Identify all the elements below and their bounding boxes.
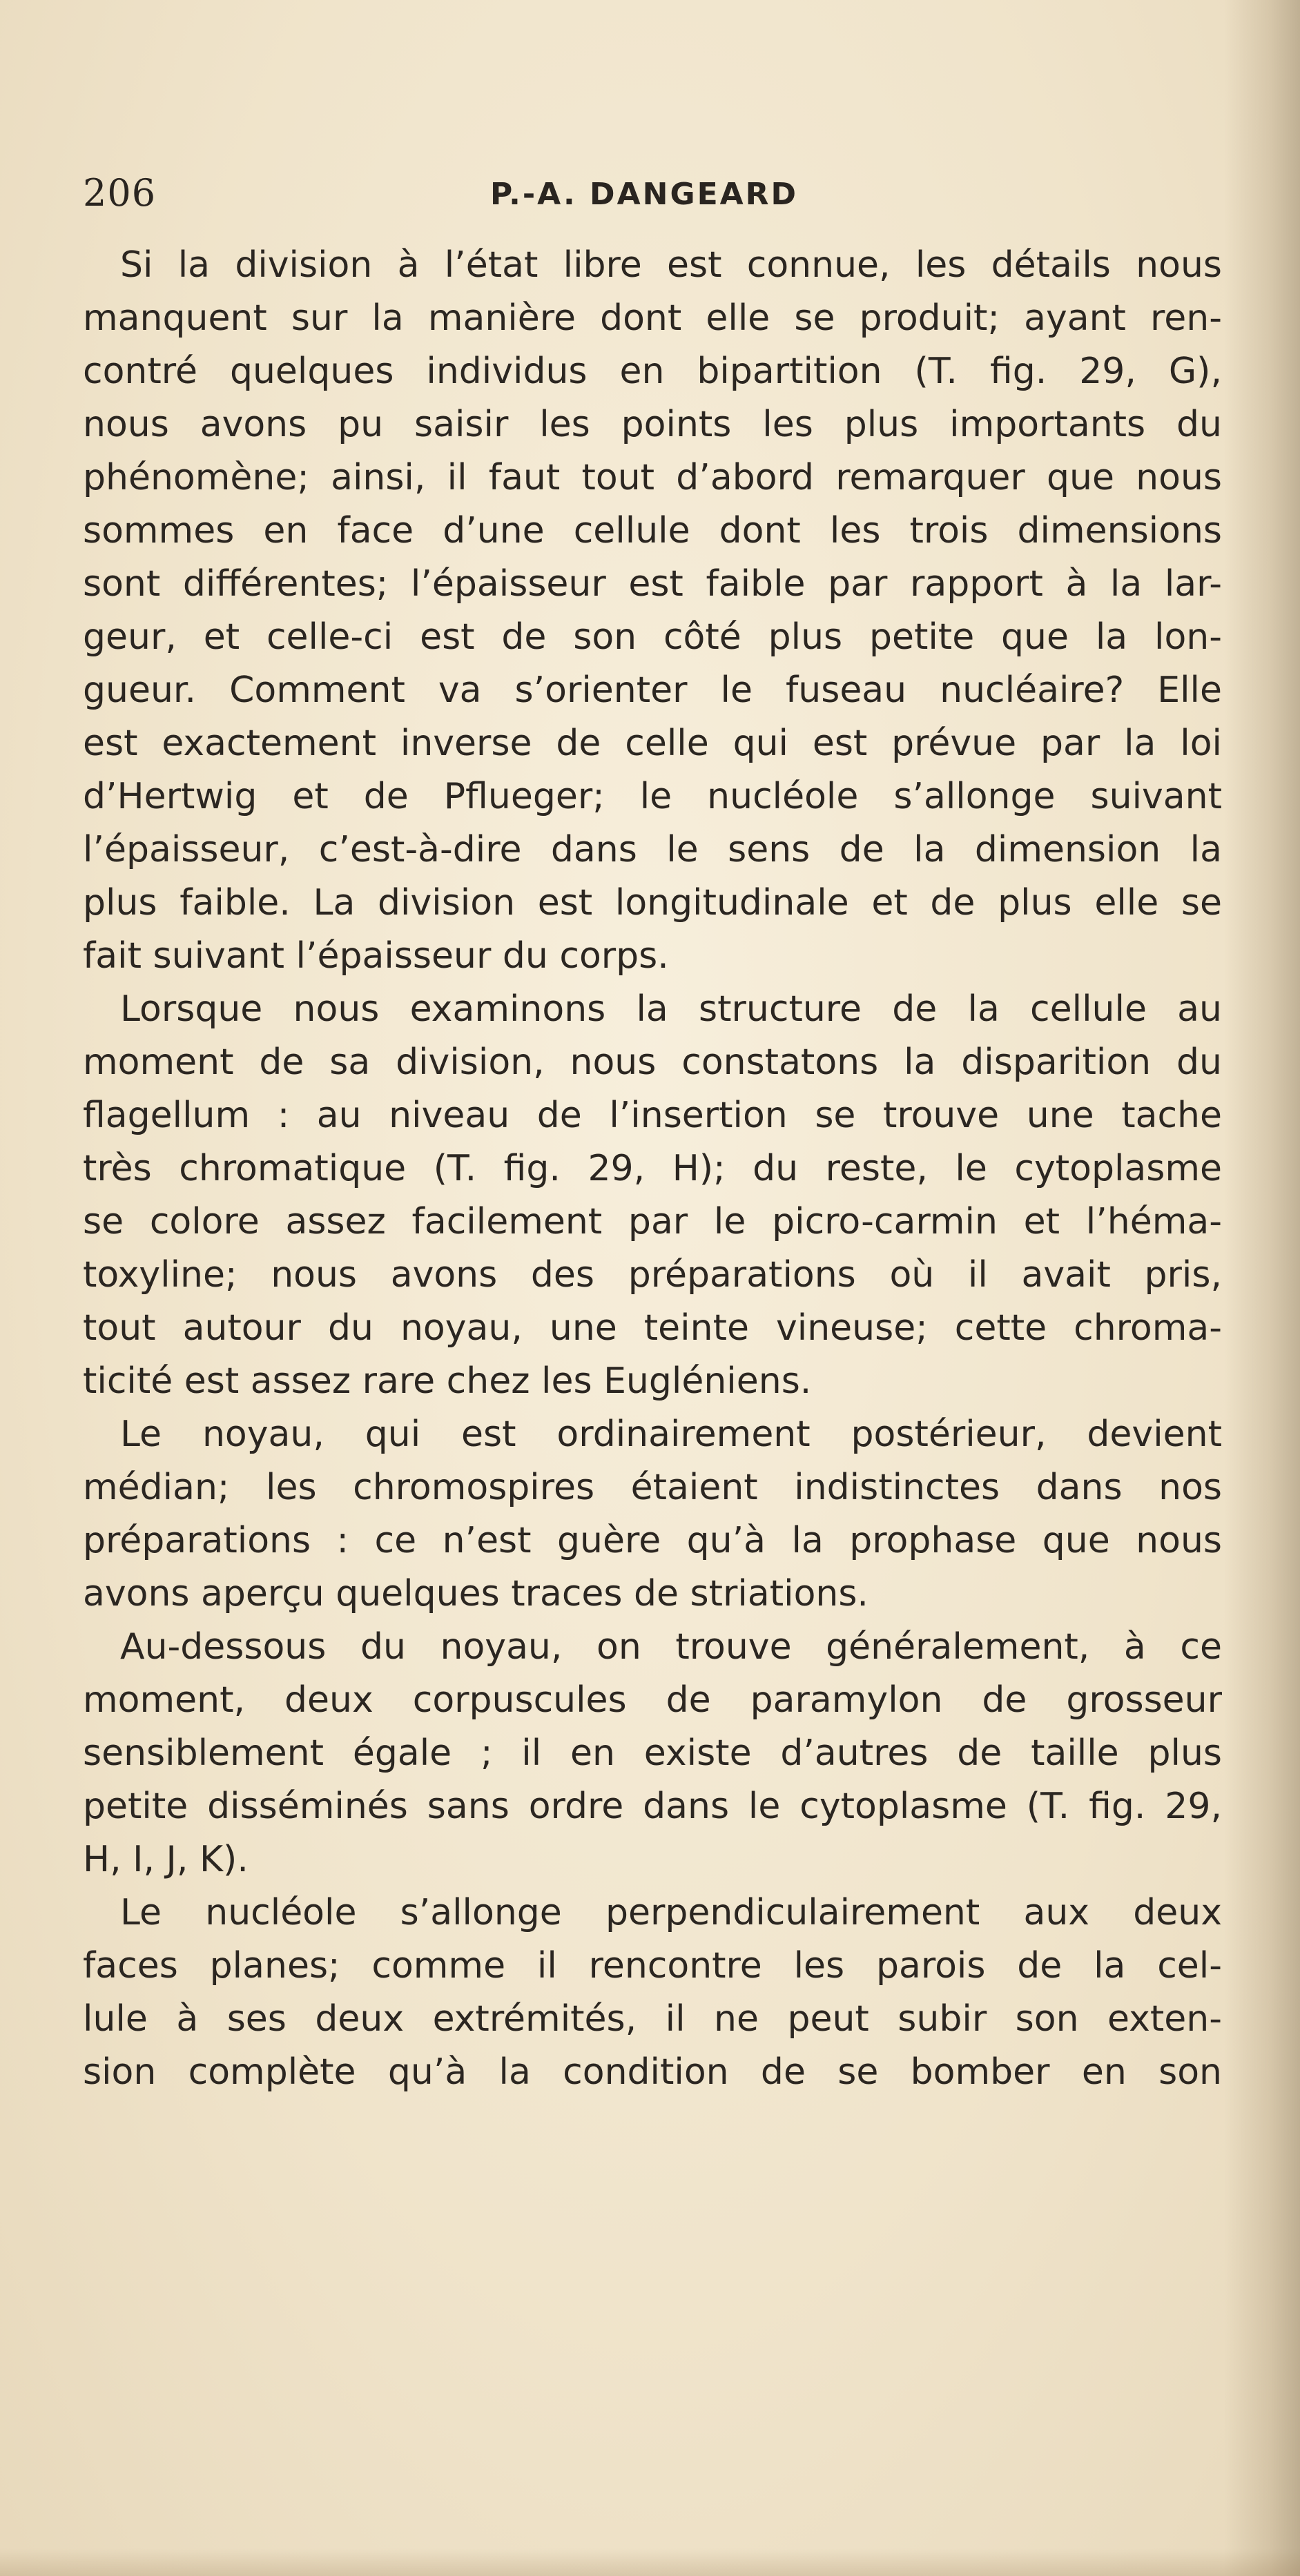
text-line: très chromatique (T. fig. 29, H); du reste, le cytoplasme <box>83 1148 1222 1189</box>
text-line: moment, deux corpuscules de paramylon de grosseur <box>83 1679 1222 1721</box>
text-line: plus faible. La division est longitudinale et de plus elle se <box>83 882 1222 924</box>
text-line: phénomène; ainsi, il faut tout d’abord remarquer que nous <box>83 457 1222 498</box>
text-line: faces planes; comme il rencontre les parois de la cel- <box>83 1945 1222 1987</box>
text-line: Le nucléole s’allonge perpendiculairement aux deux <box>120 1892 1222 1933</box>
text-line: sion complète qu’à la condition de se bomber en son <box>83 2051 1222 2093</box>
page-header <box>83 171 1229 226</box>
text-line: Lorsque nous examinons la structure de la cellule au <box>120 988 1222 1030</box>
running-head: P.-A. DANGEARD <box>490 177 799 212</box>
text-line: moment de sa division, nous constatons la disparition du <box>83 1042 1222 1083</box>
text-line: tout autour du noyau, une teinte vineuse; cette chroma- <box>83 1307 1222 1349</box>
text-line: H, I, J, K). <box>83 1839 249 1880</box>
text-line: est exactement inverse de celle qui est prévue par la loi <box>83 723 1222 764</box>
text-line: gueur. Comment va s’orienter le fuseau nucléaire? Elle <box>83 670 1222 711</box>
page-gutter-shadow <box>1224 0 1300 2576</box>
text-line: d’Hertwig et de Pflueger; le nucléole s’allonge suivant <box>83 776 1222 817</box>
text-line: avons aperçu quelques traces de striations. <box>83 1573 869 1614</box>
page-number: 206 <box>83 171 157 215</box>
text-line: l’épaisseur, c’est-à-dire dans le sens de la dimension la <box>83 829 1222 870</box>
page-bottom-edge <box>0 2548 1300 2576</box>
text-line: sensiblement égale ; il en existe d’autres de taille plus <box>83 1733 1222 1774</box>
text-line: manquent sur la manière dont elle se produit; ayant ren- <box>83 297 1222 339</box>
text-line: lule à ses deux extrémités, il ne peut subir son exten- <box>83 1998 1222 2040</box>
text-line: toxyline; nous avons des préparations où il avait pris, <box>83 1254 1222 1296</box>
text-line: préparations : ce n’est guère qu’à la prophase que nous <box>83 1520 1222 1561</box>
text-line: sommes en face d’une cellule dont les trois dimensions <box>83 510 1222 552</box>
text-line: nous avons pu saisir les points les plus importants du <box>83 404 1222 445</box>
text-line: petite disséminés sans ordre dans le cytoplasme (T. fig. 29, <box>83 1786 1222 1827</box>
text-line: se colore assez facilement par le picro-carmin et l’héma- <box>83 1201 1222 1242</box>
text-line: Au-dessous du noyau, on trouve généralement, à ce <box>120 1626 1222 1668</box>
text-line: ticité est assez rare chez les Eugléniens. <box>83 1360 812 1402</box>
text-line: Si la division à l’état libre est connue, les détails nous <box>120 244 1222 286</box>
text-line: Le noyau, qui est ordinairement postérieur, devient <box>120 1414 1222 1455</box>
text-line: flagellum : au niveau de l’insertion se trouve une tache <box>83 1095 1222 1136</box>
text-line: geur, et celle-ci est de son côté plus petite que la lon- <box>83 616 1222 658</box>
text-line: fait suivant l’épaisseur du corps. <box>83 935 669 977</box>
text-line: contré quelques individus en bipartition (T. fig. 29, G), <box>83 351 1222 392</box>
text-line: sont différentes; l’épaisseur est faible par rapport à la lar- <box>83 563 1222 605</box>
body-text <box>83 239 1222 2099</box>
text-line: médian; les chromospires étaient indistinctes dans nos <box>83 1467 1222 1508</box>
